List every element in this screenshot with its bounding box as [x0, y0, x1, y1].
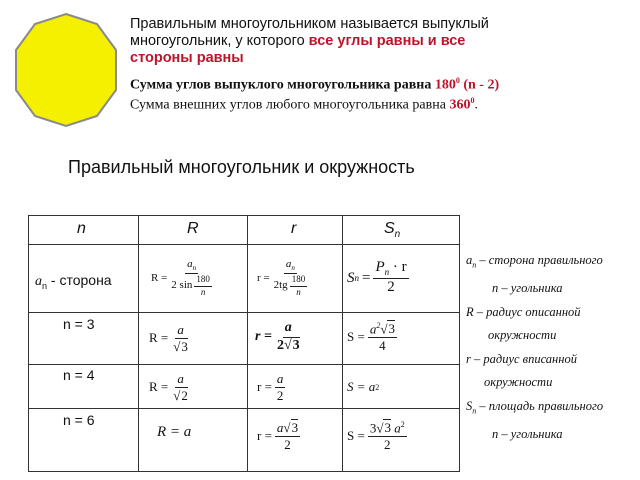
exterior-sum-value: 360 [449, 97, 471, 113]
definition-text [130, 16, 635, 67]
row-label-n6: n = 6 [63, 412, 95, 428]
formula-r-n4: r = $\frac{a}{2}$ [257, 370, 284, 403]
formula-R-n6: R = a [157, 423, 192, 440]
formula-table [28, 215, 460, 472]
formula-S-n3: S = $\frac{a^2√3}{4}$ [347, 320, 395, 353]
interior-angle-sum [130, 76, 499, 94]
exterior-sum-text: Сумма внешних углов любого многоугольника равна [130, 97, 450, 113]
interior-sum-exp: 0 [455, 76, 460, 85]
exterior-angle-sum [130, 96, 478, 114]
interior-sum-value: 180 [434, 77, 456, 93]
intro-line-2: многоугольник, у которого [130, 33, 309, 49]
formula-r-n3: r = $\frac{a}{2√3}$ [255, 319, 300, 353]
legend-line-8: n – угольника [492, 426, 563, 441]
row-label-side: $a_n$ - сторона [35, 272, 112, 291]
header-S: $S_n$ [384, 220, 401, 241]
formula-S-n6: S = $\frac{3√3 a^2}{2}$ [347, 419, 405, 452]
formula-S-general: S n = $\frac{P_n \cdot r}{2}$ [347, 258, 407, 296]
intro-highlight-2: стороны равны [130, 50, 244, 66]
row-label-n3: n = 3 [63, 316, 95, 332]
legend-line-7: $S_n$ – площадь правильного [466, 398, 604, 415]
decagon-shape [16, 14, 116, 126]
legend-line-3: R – радиус описанной [466, 304, 581, 319]
formula-R-n3: R = $\frac{a}{√3}$ [149, 321, 188, 354]
intro-highlight-1: все углы равны и все [308, 33, 466, 49]
formula-r-general: r = $a_n$ 2tg $\frac{180}{n}$ [257, 257, 306, 297]
exterior-sum-exp: 0 [470, 96, 475, 105]
header-n: n [77, 220, 86, 237]
legend-line-4: окружности [488, 328, 557, 342]
formula-S-n4: S = a 2 [347, 379, 380, 394]
decagon-figure [10, 10, 122, 130]
row-label-n4: n = 4 [63, 367, 95, 383]
interior-sum-text: Сумма углов выпуклого многоугольника равна [130, 77, 435, 93]
symbol-legend [466, 249, 638, 446]
formula-R-n4: R = $\frac{a}{√2}$ [149, 370, 188, 403]
legend-line-5: r – радиус вписанной [466, 351, 577, 366]
legend-line-1: $a_n$ – сторона правильного [466, 253, 603, 270]
intro-line-1: Правильным многоугольником называется выпуклый [130, 16, 489, 32]
exterior-sum-tail: . [474, 97, 478, 113]
formula-r-n6: r = $\frac{a√3}{2}$ [257, 419, 299, 452]
section-title: Правильный многоугольник и окружность [68, 157, 415, 177]
header-r: r [291, 220, 297, 237]
legend-line-6: окружности [484, 375, 553, 389]
legend-line-2: n – угольника [492, 281, 563, 295]
header-R: R [187, 220, 199, 237]
interior-sum-tail: (n - 2) [459, 77, 500, 93]
formula-R-general: R = $a_n$ 2 sin $\frac{180}{n}$ [151, 257, 210, 297]
